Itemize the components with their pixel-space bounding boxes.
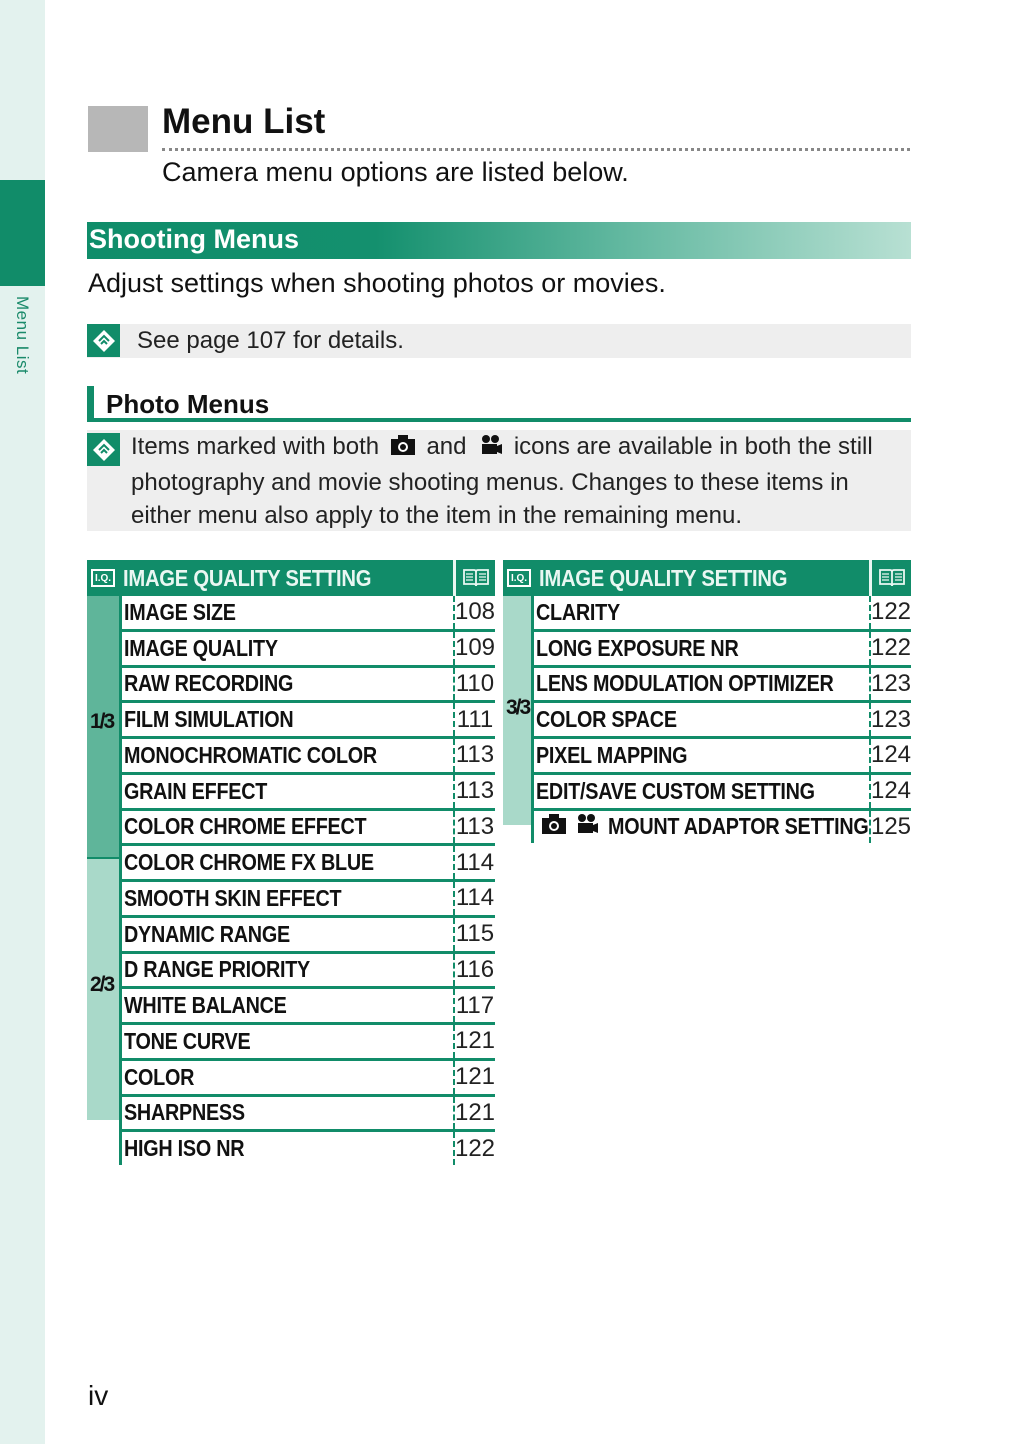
table-row[interactable]: DYNAMIC RANGE 115 (122, 918, 495, 954)
group-2-of-3 (87, 857, 119, 1120)
page-ref: 124 (869, 739, 911, 772)
note-box-shared-items (87, 430, 911, 531)
page-ref: 116 (453, 954, 495, 987)
table-header-label: IMAGE QUALITY SETTING (539, 564, 788, 591)
table-row[interactable]: IMAGE QUALITY 109 (122, 632, 495, 668)
page-ref: 113 (453, 739, 495, 772)
section-title: Shooting Menus (89, 224, 299, 254)
title-divider (162, 148, 910, 151)
table-row[interactable]: COLOR CHROME EFFECT 113 (122, 811, 495, 847)
page-ref: 114 (453, 846, 495, 879)
menu-table-left (87, 560, 495, 1165)
book-icon (453, 560, 495, 596)
group-label: 1/3 (90, 710, 114, 733)
page-ref: 109 (453, 632, 495, 665)
menu-table-right (503, 560, 911, 843)
page-ref: 123 (869, 668, 911, 701)
table-row[interactable]: TONE CURVE 121 (122, 1025, 495, 1061)
movie-camera-icon (477, 432, 503, 466)
page-ref: 124 (869, 775, 911, 808)
table-row[interactable]: WHITE BALANCE 117 (122, 989, 495, 1025)
section-header-shooting-menus (87, 222, 911, 259)
table-row[interactable]: MONOCHROMATIC COLOR 113 (122, 739, 495, 775)
table-row[interactable]: COLOR 121 (122, 1061, 495, 1097)
table-row[interactable]: FILM SIMULATION 111 (122, 703, 495, 739)
table-row[interactable]: IMAGE SIZE 108 (122, 596, 495, 632)
table-header-label: IMAGE QUALITY SETTING (123, 564, 372, 591)
table-header (87, 560, 495, 596)
table-row[interactable]: CLARITY 122 (534, 596, 911, 632)
page-ref: 122 (869, 596, 911, 629)
page-number: iv (88, 1380, 109, 1411)
page-ref: 113 (453, 811, 495, 844)
group-3-of-3 (503, 596, 531, 825)
title-marker-block (88, 106, 148, 152)
page-ref: 123 (869, 703, 911, 736)
table-row[interactable]: HIGH ISO NR 122 (122, 1132, 495, 1165)
table-row[interactable]: GRAIN EFFECT 113 (122, 775, 495, 811)
table-row[interactable]: LONG EXPOSURE NR 122 (534, 632, 911, 668)
note-text-shared: Items marked with both and icons are available in both the still photography and movie shooting menus. Changes to these items in either menu also apply to the item in the remaining menu. (131, 433, 873, 529)
table-row[interactable]: COLOR CHROME FX BLUE 114 (122, 846, 495, 882)
page-ref: 115 (453, 918, 495, 951)
page-ref: 122 (453, 1132, 495, 1165)
page-title: Menu List (162, 102, 326, 141)
page-ref: 125 (869, 811, 911, 844)
page-ref: 122 (869, 632, 911, 665)
group-label: 2/3 (90, 973, 114, 996)
iq-icon: I.Q. (91, 569, 115, 587)
table-row[interactable]: EDIT/SAVE CUSTOM SETTING 124 (534, 775, 911, 811)
group-1-of-3 (87, 596, 119, 857)
chapter-tab-label: Menu List (13, 296, 32, 375)
page-ref: 111 (453, 703, 495, 736)
table-header (503, 560, 911, 596)
table-row[interactable]: LENS MODULATION OPTIMIZER 123 (534, 668, 911, 704)
note-icon (87, 433, 120, 466)
subsection-header-photo-menus (87, 386, 911, 422)
book-icon (869, 560, 911, 596)
section-description: Adjust settings when shooting photos or movies. (88, 268, 666, 298)
chapter-tab (0, 180, 45, 286)
page-ref: 113 (453, 775, 495, 808)
page-subtitle: Camera menu options are listed below. (162, 157, 629, 187)
page-ref: 117 (453, 989, 495, 1022)
note-icon (87, 324, 120, 357)
movie-camera-icon (572, 813, 600, 840)
group-label: 3/3 (506, 696, 530, 719)
note-text: See page 107 for details. (137, 327, 404, 354)
page-ref: 108 (453, 596, 495, 629)
page-ref: 110 (453, 668, 495, 701)
table-row[interactable]: D RANGE PRIORITY 116 (122, 954, 495, 990)
subsection-title: Photo Menus (106, 389, 270, 419)
table-row[interactable]: COLOR SPACE 123 (534, 703, 911, 739)
page-ref: 114 (453, 882, 495, 915)
page-ref: 121 (453, 1025, 495, 1058)
table-row[interactable]: SMOOTH SKIN EFFECT 114 (122, 882, 495, 918)
table-row[interactable]: MOUNT ADAPTOR SETTING 125 (534, 811, 911, 844)
iq-icon: I.Q. (507, 569, 531, 587)
table-row[interactable]: RAW RECORDING 110 (122, 668, 495, 704)
page-ref: 121 (453, 1097, 495, 1130)
table-row[interactable]: SHARPNESS 121 (122, 1097, 495, 1133)
note-box-see-page (87, 324, 911, 358)
page-ref: 121 (453, 1061, 495, 1094)
table-row[interactable]: PIXEL MAPPING 124 (534, 739, 911, 775)
camera-icon (390, 432, 416, 466)
camera-icon (540, 813, 568, 840)
